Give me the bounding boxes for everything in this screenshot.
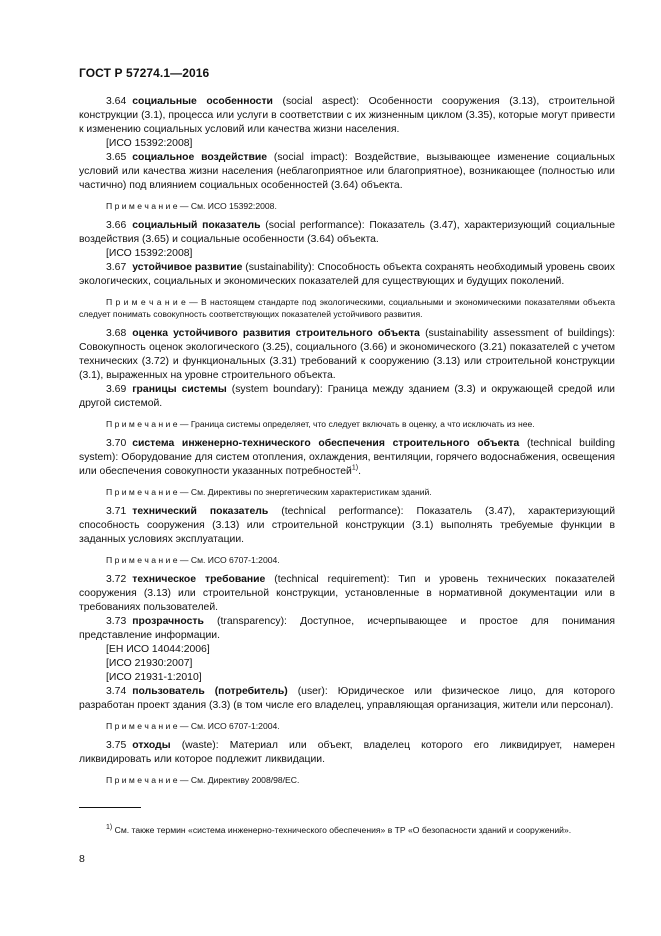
entry-term: социальное воздействие	[132, 152, 267, 163]
definition-entry	[79, 615, 615, 643]
entry-term: социальный показатель	[132, 220, 261, 231]
entry-term: техническое требование	[132, 574, 266, 585]
entry-number: 3.75	[106, 740, 127, 751]
note-label: П р и м е ч а н и е	[106, 721, 178, 731]
note-text: — См. ИСО 6707-1:2004.	[177, 555, 280, 565]
entry-text: (transparency): Доступное, исчерпывающее и простое для понимания представление информации.	[79, 616, 615, 641]
definition-entry	[79, 505, 615, 547]
entry-note	[79, 200, 615, 212]
entry-note	[79, 554, 615, 566]
entry-number: 3.65	[106, 152, 127, 163]
entry-number: 3.69	[106, 384, 127, 395]
entry-note	[79, 296, 615, 320]
entry-text: (technical building system): Оборудование для систем отопления, охлаждения, вентиляции, горячего водоснабжения, освещения или обеспечения совокупности указанных потребностей	[79, 438, 615, 477]
definition-entry	[79, 437, 615, 479]
entry-term: отходы	[132, 740, 171, 751]
definition-entry	[79, 573, 615, 615]
note-text: — Граница системы определяет, что следует включать в оценку, а что исключать из нее.	[177, 419, 535, 429]
definition-entry	[79, 95, 615, 137]
note-text: — См. ИСО 15392:2008.	[177, 201, 277, 211]
entry-reference: [ЕН ИСО 14044:2006]	[106, 644, 210, 655]
definition-entry	[79, 327, 615, 383]
entry-note	[79, 774, 615, 786]
note-text: — См. Директиву 2008/98/ЕС.	[177, 775, 300, 785]
entry-reference: [ИСО 21931-1:2010]	[106, 672, 202, 683]
entry-number: 3.74	[106, 686, 127, 697]
entry-text: (technical performance): Показатель (3.47), характеризующий способность сооружения (3.13) или строительной конструкции (3.1) выполнять требуемые функции в заданных условиях эксплуатации.	[79, 506, 615, 545]
entry-note	[79, 418, 615, 430]
entry-note	[79, 720, 615, 732]
definition-entry	[79, 739, 615, 767]
entry-text: (sustainability assessment of buildings): Совокупность оценок экологического (3.25), социального (3.66) и экономического (3.21) показателей с учетом технических (3.72) и функциональных (3.31) требований к сооружению (3.13) или строительной конструкции (3.1), выраженных на уровне строительного объекта.	[79, 328, 615, 381]
footnote-text: См. также термин «система инженерно-технического обеспечения» в ТР «О безопасности зданий и сооружений».	[112, 824, 572, 835]
entry-reference: [ИСО 21930:2007]	[106, 658, 193, 669]
entry-term: технический показатель	[132, 506, 269, 517]
entry-number: 3.72	[106, 574, 127, 585]
entry-number: 3.70	[106, 438, 127, 449]
entry-text: (sustainability): Способность объекта сохранять необходимый уровень своих экологических, социальных и экономических показателей для существующих и будущих поколений.	[79, 262, 615, 287]
entry-number: 3.64	[106, 96, 127, 107]
entry-text: (social performance): Показатель (3.47), характеризующий социальные воздействия (3.65) и социальные особенности (3.64) объекта.	[79, 220, 616, 245]
definition-entry	[79, 151, 615, 193]
note-label: П р и м е ч а н и е	[106, 487, 178, 497]
entry-term: устойчивое развитие	[132, 262, 243, 273]
entry-term: социальные особенности	[132, 96, 273, 107]
entry-note	[79, 486, 615, 498]
entry-number: 3.73	[106, 616, 127, 627]
entry-term: пользователь (потребитель)	[132, 686, 288, 697]
footnote-marker: 1)	[351, 464, 359, 472]
page-number: 8	[79, 853, 85, 865]
entry-text: (social aspect): Особенности сооружения (3.13), строительной конструкции (3.1), процесса или услуги в соответствии с их жизненным циклом (3.35), которые могут привести к изменению социальных условий или качества жизни населения.	[79, 96, 615, 135]
entry-reference: [ИСО 15392:2008]	[106, 138, 193, 149]
definition-entry	[79, 383, 615, 411]
document-body	[79, 95, 615, 793]
note-text: — См. Директивы по энергетическим характеристикам зданий.	[177, 487, 432, 497]
definition-entry	[79, 685, 615, 713]
entry-text-tail: .	[358, 466, 361, 477]
entry-term: оценка устойчивого развития строительного объекта	[132, 328, 420, 339]
definition-entry	[79, 261, 615, 289]
document-header: ГОСТ Р 57274.1—2016	[79, 66, 210, 80]
footnote	[79, 824, 615, 836]
entry-term: система инженерно-технического обеспечения строительного объекта	[132, 438, 520, 449]
entry-number: 3.66	[106, 220, 127, 231]
entry-text: (system boundary): Граница между зданием (3.3) и окружающей средой или другой системой.	[79, 384, 615, 409]
note-label: П р и м е ч а н и е	[106, 297, 186, 307]
note-label: П р и м е ч а н и е	[106, 775, 178, 785]
entry-text: (social impact): Воздействие, вызывающее изменение социальных условий или качества жизни населения (неблагоприятное или благоприятное), возникающее (полностью или частично) под влиянием социальных особенностей (3.64) объекта.	[79, 152, 615, 191]
note-label: П р и м е ч а н и е	[106, 419, 178, 429]
entry-text: (waste): Материал или объект, владелец которого его ликвидирует, намерен ликвидировать или которое подлежит ликвидации.	[79, 740, 615, 765]
entry-reference: [ИСО 15392:2008]	[106, 248, 193, 259]
note-text: — В настоящем стандарте под экологическими, социальными и экономическими показателями объекта следует понимать совокупность соответствующих показателей устойчивого развития.	[79, 297, 615, 319]
entry-number: 3.68	[106, 328, 127, 339]
entry-term: границы системы	[132, 384, 227, 395]
entry-number: 3.71	[106, 506, 127, 517]
footnote-divider	[79, 807, 141, 808]
footnote-mark: 1)	[106, 823, 113, 831]
entry-text: (technical requirement): Тип и уровень технических показателей сооружения (3.13) или строительной конструкции, установленные в нормативной документации или в требованиях пользователей.	[79, 574, 615, 613]
note-text: — См. ИСО 6707-1:2004.	[177, 721, 280, 731]
entry-text: (user): Юридическое или физическое лицо, для которого разработан проект здания (3.3) (в том числе его владелец, управляющая организация, жители или персонал).	[79, 686, 615, 711]
definition-entry	[79, 219, 615, 247]
entry-number: 3.67	[106, 262, 127, 273]
note-label: П р и м е ч а н и е	[106, 201, 178, 211]
entry-term: прозрачность	[132, 616, 204, 627]
note-label: П р и м е ч а н и е	[106, 555, 178, 565]
